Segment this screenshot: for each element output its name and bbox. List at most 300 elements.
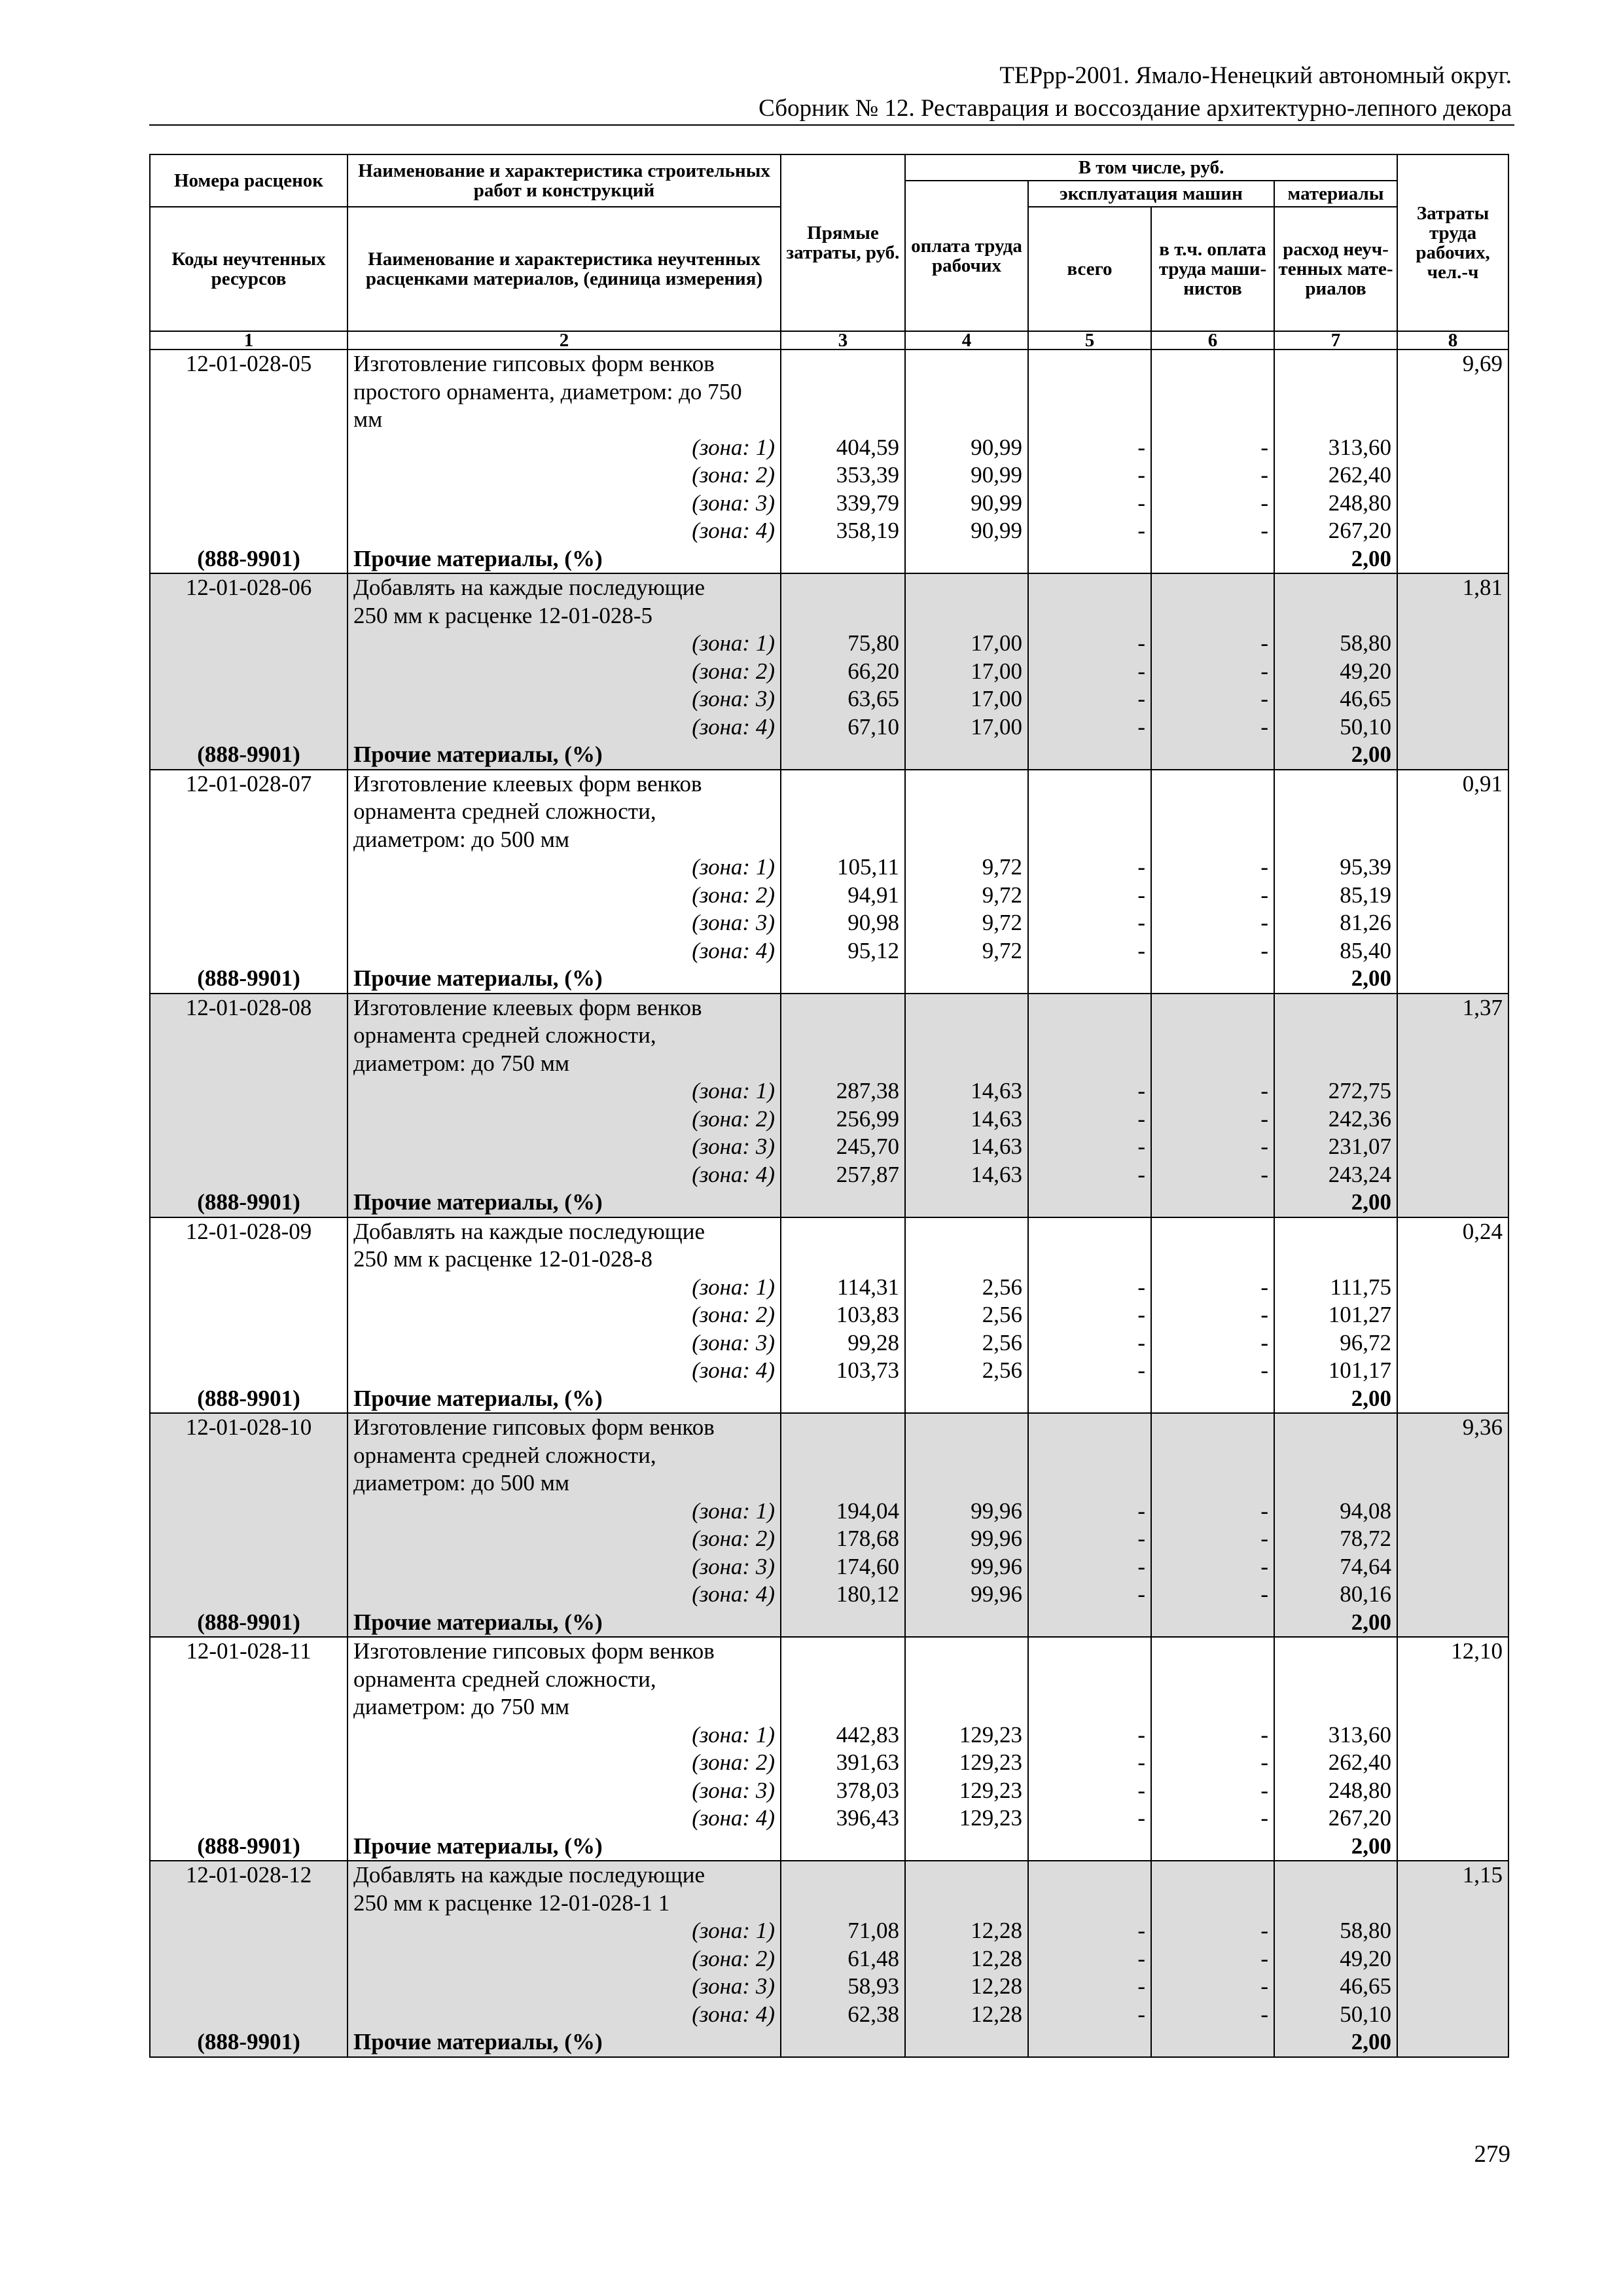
table-cell (1151, 1413, 1274, 1442)
machines-total: - (1028, 1581, 1151, 1609)
table-cell (150, 826, 348, 854)
worker-pay: 129,23 (905, 1804, 1028, 1833)
zone-label: (зона: 2) (348, 1105, 781, 1134)
resource-name: Прочие материалы, (%) (348, 1609, 781, 1638)
table-cell (1397, 1274, 1508, 1302)
table-cell (781, 350, 905, 378)
table-row (150, 1861, 1508, 1890)
table-cell (150, 1077, 348, 1105)
resource-code: (888-9901) (150, 1609, 348, 1638)
table-cell (1151, 350, 1274, 378)
machines-total: - (1028, 1301, 1151, 1329)
column-number: 1 (150, 331, 348, 350)
machinists-pay: - (1151, 1945, 1274, 1973)
table-cell (1151, 1442, 1274, 1470)
machinists-pay: - (1151, 1973, 1274, 2001)
machines-total: - (1028, 461, 1151, 490)
table-cell (1151, 1666, 1274, 1694)
table-cell (150, 853, 348, 882)
zone-row (150, 1804, 1508, 1833)
direct-cost: 353,39 (781, 461, 905, 490)
table-cell (150, 630, 348, 658)
table-cell (1397, 434, 1508, 462)
table-cell (150, 1246, 348, 1274)
table-cell (1397, 1022, 1508, 1050)
table-cell (905, 350, 1028, 378)
materials-cost: 242,36 (1274, 1105, 1397, 1134)
zone-label: (зона: 3) (348, 1973, 781, 2001)
machines-total: - (1028, 1133, 1151, 1161)
table-cell (905, 1385, 1028, 1414)
table-cell (1397, 965, 1508, 994)
materials-percent: 2,00 (1274, 1833, 1397, 1861)
direct-cost: 90,98 (781, 909, 905, 937)
machines-total: - (1028, 1161, 1151, 1189)
table-cell (1151, 1050, 1274, 1078)
table-cell (781, 1861, 905, 1890)
resource-code: (888-9901) (150, 965, 348, 994)
table-cell (1397, 602, 1508, 630)
machines-total: - (1028, 658, 1151, 686)
rate-name-line: орнамента средней сложности, (348, 1442, 781, 1470)
table-cell (1028, 1022, 1151, 1050)
worker-pay: 2,56 (905, 1301, 1028, 1329)
rate-name-line: 250 мм к расценке 12-01-028-8 (348, 1246, 781, 1274)
zone-row (150, 685, 1508, 713)
table-cell (1397, 826, 1508, 854)
materials-cost: 81,26 (1274, 909, 1397, 937)
table-cell (905, 545, 1028, 574)
table-cell (905, 1022, 1028, 1050)
table-cell (150, 937, 348, 965)
machines-total: - (1028, 1329, 1151, 1357)
rate-name-line: 250 мм к расценке 12-01-028-5 (348, 602, 781, 630)
worker-pay: 99,96 (905, 1553, 1028, 1581)
table-cell (1397, 1890, 1508, 1918)
table-cell (781, 2028, 905, 2057)
table-cell (150, 1777, 348, 1805)
worker-pay: 14,63 (905, 1105, 1028, 1134)
table-cell (1151, 965, 1274, 994)
table-cell (1397, 882, 1508, 910)
table-cell (781, 1246, 905, 1274)
machines-total: - (1028, 1917, 1151, 1945)
worker-pay: 9,72 (905, 909, 1028, 937)
machinists-pay: - (1151, 1077, 1274, 1105)
table-cell (905, 1890, 1028, 1918)
table-cell (1397, 1581, 1508, 1609)
worker-pay: 17,00 (905, 630, 1028, 658)
rate-block (150, 1861, 1508, 2057)
table-cell (1028, 1861, 1151, 1890)
table-cell (150, 1498, 348, 1526)
materials-cost: 50,10 (1274, 713, 1397, 742)
table-cell (1274, 1022, 1397, 1050)
direct-cost: 66,20 (781, 658, 905, 686)
rate-name-line: диаметром: до 500 мм (348, 826, 781, 854)
table-cell (781, 1413, 905, 1442)
table-cell (1274, 1666, 1397, 1694)
table-cell (1274, 602, 1397, 630)
direct-cost: 105,11 (781, 853, 905, 882)
table-cell (1028, 1833, 1151, 1861)
table-cell (150, 1553, 348, 1581)
table-cell (1397, 1917, 1508, 1945)
table-cell (1028, 2028, 1151, 2057)
materials-cost: 49,20 (1274, 1945, 1397, 1973)
col-rate-numbers-header: Номера расценок (150, 154, 348, 207)
materials-percent: 2,00 (1274, 1189, 1397, 1217)
table-row (150, 350, 1508, 378)
table-cell (905, 602, 1028, 630)
table-cell (150, 1945, 348, 1973)
materials-cost: 46,65 (1274, 1973, 1397, 2001)
machines-total: - (1028, 713, 1151, 742)
column-number: 4 (905, 331, 1028, 350)
zone-row (150, 1581, 1508, 1609)
table-cell (1397, 685, 1508, 713)
header-line-1: ТЕРрр-2001. Ямало-Ненецкий автономный округ. (999, 62, 1512, 89)
table-cell (1151, 1217, 1274, 1246)
rate-block (150, 1637, 1508, 1861)
extra-material-row (150, 1385, 1508, 1414)
table-cell (150, 658, 348, 686)
table-cell (905, 1637, 1028, 1666)
table-cell (150, 1133, 348, 1161)
table-cell (150, 1666, 348, 1694)
direct-cost: 287,38 (781, 1077, 905, 1105)
table-row (150, 1693, 1508, 1721)
direct-cost: 71,08 (781, 1917, 905, 1945)
table-cell (1397, 378, 1508, 406)
table-cell (905, 965, 1028, 994)
zone-label: (зона: 1) (348, 1917, 781, 1945)
table-cell (1274, 1050, 1397, 1078)
rate-block (150, 770, 1508, 994)
machinists-pay: - (1151, 658, 1274, 686)
rate-block (150, 350, 1508, 573)
table-cell (1397, 1777, 1508, 1805)
table-cell (905, 406, 1028, 434)
zone-label: (зона: 2) (348, 658, 781, 686)
rate-code: 12-01-028-05 (150, 350, 348, 378)
table-cell (1397, 1945, 1508, 1973)
direct-cost: 63,65 (781, 685, 905, 713)
table-cell (781, 573, 905, 602)
worker-pay: 2,56 (905, 1329, 1028, 1357)
zone-row (150, 1973, 1508, 2001)
table-cell (905, 1217, 1028, 1246)
worker-pay: 9,72 (905, 853, 1028, 882)
direct-cost: 95,12 (781, 937, 905, 965)
table-cell (781, 1442, 905, 1470)
resource-code: (888-9901) (150, 1385, 348, 1414)
zone-label: (зона: 2) (348, 1301, 781, 1329)
table-cell (1151, 1609, 1274, 1638)
table-cell (781, 545, 905, 574)
page-number: 279 (1474, 2141, 1510, 2168)
table-cell (781, 1469, 905, 1498)
zone-row (150, 517, 1508, 545)
table-cell (150, 1050, 348, 1078)
table-cell (1028, 1413, 1151, 1442)
worker-pay: 12,28 (905, 1917, 1028, 1945)
resource-name: Прочие материалы, (%) (348, 2028, 781, 2057)
zone-label: (зона: 2) (348, 1525, 781, 1553)
table-cell (781, 1693, 905, 1721)
resource-code: (888-9901) (150, 545, 348, 574)
zone-label: (зона: 3) (348, 1133, 781, 1161)
table-cell (781, 826, 905, 854)
table-cell (1397, 2028, 1508, 2057)
rate-name-line: Добавлять на каждые последующие (348, 1861, 781, 1890)
table-cell (781, 741, 905, 770)
zone-row (150, 1329, 1508, 1357)
worker-pay: 12,28 (905, 1945, 1028, 1973)
zone-row (150, 434, 1508, 462)
zone-row (150, 1133, 1508, 1161)
table-cell (905, 573, 1028, 602)
table-cell (905, 2028, 1028, 2057)
machines-total: - (1028, 882, 1151, 910)
machinists-pay: - (1151, 630, 1274, 658)
table-cell (1028, 826, 1151, 854)
zone-label: (зона: 1) (348, 1721, 781, 1749)
header-rule (149, 124, 1514, 126)
table-cell (150, 490, 348, 518)
direct-cost: 58,93 (781, 1973, 905, 2001)
machinists-pay: - (1151, 1329, 1274, 1357)
zone-row (150, 1553, 1508, 1581)
table-cell (905, 1442, 1028, 1470)
table-cell (150, 1329, 348, 1357)
table-cell (1028, 1246, 1151, 1274)
machines-total: - (1028, 1498, 1151, 1526)
worker-pay: 14,63 (905, 1077, 1028, 1105)
col-resource-codes-header: Коды неучтенных ресурсов (150, 207, 348, 331)
table-cell (150, 1890, 348, 1918)
column-number: 6 (1151, 331, 1274, 350)
machines-total: - (1028, 434, 1151, 462)
table-cell (150, 1693, 348, 1721)
machines-total: - (1028, 1804, 1151, 1833)
machinists-pay: - (1151, 2001, 1274, 2029)
rate-name-line: диаметром: до 750 мм (348, 1050, 781, 1078)
table-cell (1028, 798, 1151, 826)
table-cell (905, 1833, 1028, 1861)
table-cell (781, 406, 905, 434)
rate-block (150, 994, 1508, 1217)
table-cell (1274, 1246, 1397, 1274)
table-cell (1028, 1385, 1151, 1414)
materials-percent: 2,00 (1274, 545, 1397, 574)
machines-total: - (1028, 630, 1151, 658)
table-row (150, 1217, 1508, 1246)
table-cell (905, 1050, 1028, 1078)
table-row (150, 994, 1508, 1022)
table-cell (1151, 1246, 1274, 1274)
worker-pay: 2,56 (905, 1357, 1028, 1385)
table-cell (1028, 573, 1151, 602)
table-cell (1397, 406, 1508, 434)
materials-cost: 272,75 (1274, 1077, 1397, 1105)
col-materials-name-header: Наименование и характеристика неучтенных расценками материалов, (единица измерения) (348, 207, 781, 331)
resource-code: (888-9901) (150, 2028, 348, 2057)
materials-cost: 46,65 (1274, 685, 1397, 713)
table-cell (1151, 573, 1274, 602)
worker-pay: 12,28 (905, 2001, 1028, 2029)
table-cell (905, 798, 1028, 826)
materials-percent: 2,00 (1274, 965, 1397, 994)
zone-label: (зона: 3) (348, 909, 781, 937)
resource-name: Прочие материалы, (%) (348, 1385, 781, 1414)
table-cell (1151, 994, 1274, 1022)
labor-cost: 0,24 (1397, 1217, 1508, 1246)
col-work-name-header: Наименование и характеристика строительных работ и конструкций (348, 154, 781, 207)
zone-label: (зона: 3) (348, 1329, 781, 1357)
table-cell (1028, 1637, 1151, 1666)
labor-cost: 1,81 (1397, 573, 1508, 602)
extra-material-row (150, 965, 1508, 994)
zone-row (150, 882, 1508, 910)
table-cell (150, 1022, 348, 1050)
direct-cost: 94,91 (781, 882, 905, 910)
machinists-pay: - (1151, 490, 1274, 518)
machinists-pay: - (1151, 937, 1274, 965)
table-cell (905, 826, 1028, 854)
worker-pay: 17,00 (905, 658, 1028, 686)
zone-label: (зона: 4) (348, 1804, 781, 1833)
zone-label: (зона: 4) (348, 1581, 781, 1609)
labor-cost: 1,37 (1397, 994, 1508, 1022)
rate-code: 12-01-028-07 (150, 770, 348, 798)
col-labor-header: Затраты труда рабочих, чел.-ч (1397, 154, 1508, 331)
machinists-pay: - (1151, 1917, 1274, 1945)
resource-code: (888-9901) (150, 741, 348, 770)
zone-row (150, 2001, 1508, 2029)
table-cell (150, 798, 348, 826)
rate-name-line: Добавлять на каждые последующие (348, 1217, 781, 1246)
table-cell (1274, 1861, 1397, 1890)
machinists-pay: - (1151, 1301, 1274, 1329)
zone-label: (зона: 1) (348, 434, 781, 462)
machinists-pay: - (1151, 461, 1274, 490)
table-cell (781, 770, 905, 798)
zone-label: (зона: 4) (348, 1357, 781, 1385)
direct-cost: 257,87 (781, 1161, 905, 1189)
materials-cost: 111,75 (1274, 1274, 1397, 1302)
table-cell (1397, 630, 1508, 658)
table-cell (150, 517, 348, 545)
zone-row (150, 713, 1508, 742)
table-cell (781, 1666, 905, 1694)
rate-code: 12-01-028-11 (150, 1637, 348, 1666)
extra-material-row (150, 545, 1508, 574)
table-cell (1397, 1666, 1508, 1694)
column-number: 7 (1274, 331, 1397, 350)
materials-cost: 80,16 (1274, 1581, 1397, 1609)
table-cell (905, 1861, 1028, 1890)
rate-name-line: орнамента средней сложности, (348, 798, 781, 826)
rate-block (150, 1217, 1508, 1414)
rate-block (150, 1413, 1508, 1637)
column-number: 2 (348, 331, 781, 350)
table-cell (1151, 1637, 1274, 1666)
labor-cost: 1,15 (1397, 1861, 1508, 1890)
table-row (150, 602, 1508, 630)
materials-percent: 2,00 (1274, 1385, 1397, 1414)
table-cell (781, 602, 905, 630)
table-cell (1397, 1749, 1508, 1777)
table-cell (905, 1413, 1028, 1442)
direct-cost: 178,68 (781, 1525, 905, 1553)
zone-row (150, 937, 1508, 965)
table-cell (150, 378, 348, 406)
column-numbers-row (150, 331, 1508, 350)
table-cell (1274, 1442, 1397, 1470)
rate-name-line: 250 мм к расценке 12-01-028-1 1 (348, 1890, 781, 1918)
table-cell (1397, 1553, 1508, 1581)
table-cell (150, 1525, 348, 1553)
materials-cost: 313,60 (1274, 434, 1397, 462)
table-cell (1274, 1469, 1397, 1498)
materials-cost: 49,20 (1274, 658, 1397, 686)
table-cell (781, 1890, 905, 1918)
table-cell (781, 1637, 905, 1666)
machines-total: - (1028, 1973, 1151, 2001)
table-cell (1397, 1804, 1508, 1833)
zone-label: (зона: 3) (348, 1553, 781, 1581)
table-cell (1274, 1693, 1397, 1721)
table-row (150, 573, 1508, 602)
table-cell (150, 1804, 348, 1833)
table-cell (1028, 406, 1151, 434)
worker-pay: 129,23 (905, 1721, 1028, 1749)
machines-total: - (1028, 2001, 1151, 2029)
table-cell (1028, 965, 1151, 994)
table-cell (150, 1581, 348, 1609)
table-cell (1151, 1861, 1274, 1890)
labor-cost: 9,69 (1397, 350, 1508, 378)
machinists-pay: - (1151, 1721, 1274, 1749)
table-head (150, 154, 1508, 350)
table-cell (150, 434, 348, 462)
machines-total: - (1028, 1105, 1151, 1134)
table-cell (905, 1693, 1028, 1721)
resource-name: Прочие материалы, (%) (348, 741, 781, 770)
direct-cost: 339,79 (781, 490, 905, 518)
rate-name-line: диаметром: до 750 мм (348, 1693, 781, 1721)
table-cell (1151, 770, 1274, 798)
zone-row (150, 1301, 1508, 1329)
table-cell (781, 798, 905, 826)
machinists-pay: - (1151, 434, 1274, 462)
worker-pay: 90,99 (905, 434, 1028, 462)
materials-cost: 58,80 (1274, 1917, 1397, 1945)
table-cell (781, 1385, 905, 1414)
direct-cost: 67,10 (781, 713, 905, 742)
col-direct-costs-header: Прямые затраты, руб. (781, 154, 905, 331)
table-cell (1028, 378, 1151, 406)
direct-cost: 180,12 (781, 1581, 905, 1609)
table-cell (1397, 1609, 1508, 1638)
table-cell (1151, 1469, 1274, 1498)
table-cell (905, 1246, 1028, 1274)
header-line-2: Сборник № 12. Реставрация и воссоздание архитектурно-лепного декора (758, 95, 1512, 122)
materials-cost: 96,72 (1274, 1329, 1397, 1357)
machines-total: - (1028, 1357, 1151, 1385)
rate-name-line: Изготовление клеевых форм венков (348, 770, 781, 798)
